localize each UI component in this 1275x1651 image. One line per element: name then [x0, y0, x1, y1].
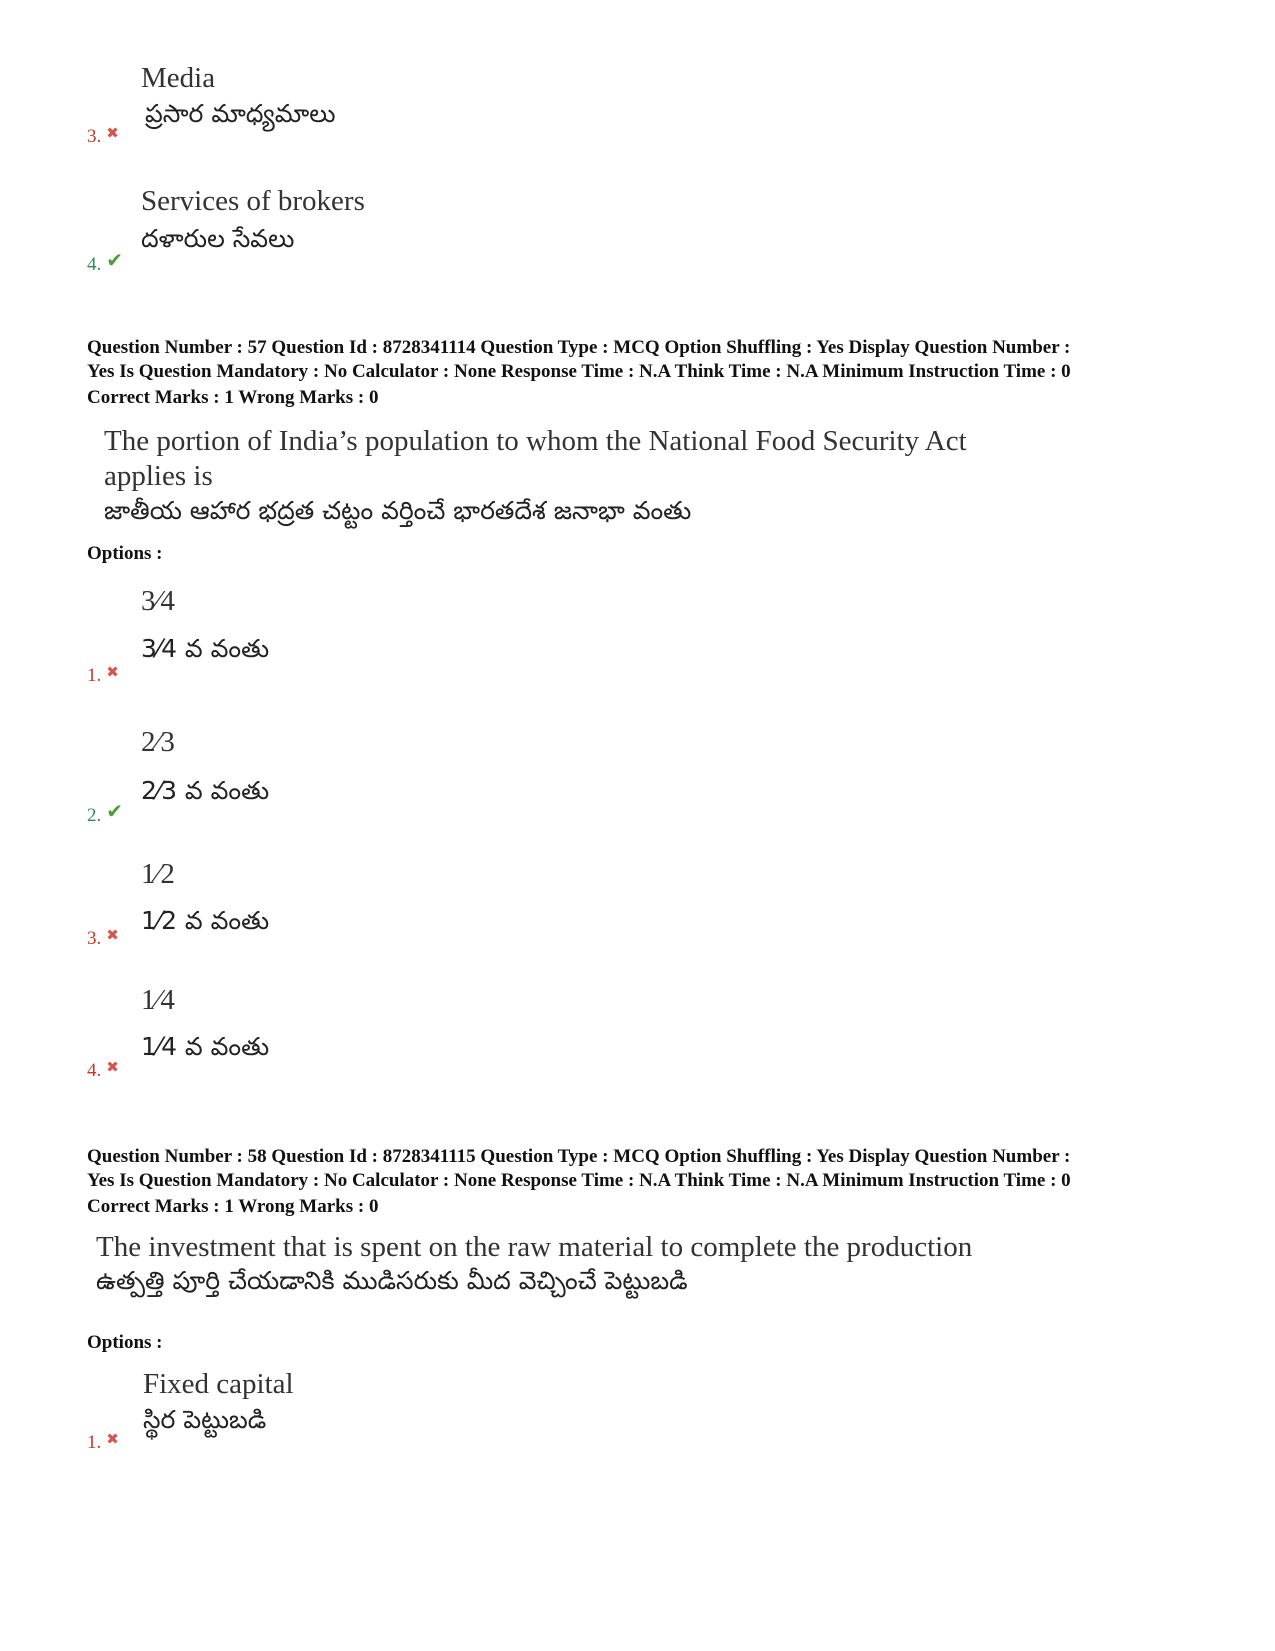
- question-57-marks: Correct Marks : 1 Wrong Marks : 0: [87, 387, 379, 408]
- q57-option-2-marker: [87, 802, 123, 827]
- q57-option-1-english: 3⁄4: [141, 585, 175, 617]
- option-number: 3.: [87, 928, 102, 949]
- q57-option-3-english: 1⁄2: [141, 858, 175, 890]
- option-number: 4.: [87, 254, 102, 275]
- option-3-telugu: ప్రసార మాధ్యమాలు: [145, 99, 336, 128]
- option-number: 2.: [87, 805, 102, 826]
- cross-icon: ✖: [106, 665, 119, 681]
- question-58-meta: [87, 1145, 1197, 1193]
- q58-option-1-telugu: స్థిర పెట్టుబడి: [143, 1405, 267, 1434]
- options-label: Options :: [87, 543, 163, 564]
- check-icon: ✔: [106, 801, 124, 823]
- q57-option-2-telugu: 2⁄3 వ వంతు: [141, 776, 270, 805]
- option-3-english: Media: [141, 62, 216, 94]
- q58-option-1-marker: [87, 1432, 119, 1454]
- q57-option-1-marker: [87, 665, 119, 687]
- meta-line: Question Number : 57 Question Id : 8728341114 Question Type : MCQ Option Shuffling : Yes Display Question Number :: [87, 337, 1071, 358]
- cross-icon: ✖: [106, 928, 119, 944]
- q57-option-3-telugu: 1⁄2 వ వంతు: [141, 906, 270, 935]
- option-number: 4.: [87, 1060, 102, 1081]
- q57-option-1-telugu: 3⁄4 వ వంతు: [141, 634, 270, 663]
- q57-option-4-telugu: 1⁄4 వ వంతు: [141, 1032, 270, 1061]
- cross-icon: ✖: [106, 1060, 119, 1076]
- option-3-marker: [87, 126, 119, 148]
- option-number: 1.: [87, 665, 102, 686]
- option-4-telugu: దళారుల సేవలు: [141, 224, 295, 253]
- question-line: applies is: [104, 460, 213, 492]
- option-number: 3.: [87, 126, 102, 147]
- q57-option-2-english: 2⁄3: [141, 726, 175, 758]
- question-57-meta: [87, 336, 1197, 384]
- option-number: 1.: [87, 1432, 102, 1453]
- question-57-text-english: [104, 424, 967, 494]
- q57-option-4-marker: [87, 1060, 119, 1082]
- option-4-marker: [87, 251, 123, 276]
- question-58-marks: Correct Marks : 1 Wrong Marks : 0: [87, 1196, 379, 1217]
- options-label: Options :: [87, 1332, 163, 1353]
- question-58-text-english: The investment that is spent on the raw material to complete the production: [96, 1231, 973, 1263]
- q57-option-3-marker: [87, 928, 119, 950]
- q58-option-1-english: Fixed capital: [143, 1368, 294, 1400]
- meta-line: Question Number : 58 Question Id : 8728341115 Question Type : MCQ Option Shuffling : Yes Display Question Number :: [87, 1146, 1071, 1167]
- question-58-text-telugu: ఉత్పత్తి పూర్తి చేయడానికి ముడిసరుకు మీద వెచ్చించే పెట్టుబడి: [96, 1266, 688, 1295]
- question-line: The portion of India’s population to whom the National Food Security Act: [104, 425, 967, 457]
- q57-option-4-english: 1⁄4: [141, 984, 175, 1016]
- meta-line: Yes Is Question Mandatory : No Calculator : None Response Time : N.A Think Time : N.A Minimum Instruction Time : 0: [87, 1170, 1071, 1191]
- option-4-english: Services of brokers: [141, 185, 365, 217]
- cross-icon: ✖: [106, 1432, 119, 1448]
- meta-line: Yes Is Question Mandatory : No Calculator : None Response Time : N.A Think Time : N.A Minimum Instruction Time : 0: [87, 361, 1071, 382]
- check-icon: ✔: [106, 250, 124, 272]
- question-57-text-telugu: జాతీయ ఆహార భద్రత చట్టం వర్తించే భారతదేశ జనాభా వంతు: [104, 496, 692, 525]
- cross-icon: ✖: [106, 126, 119, 142]
